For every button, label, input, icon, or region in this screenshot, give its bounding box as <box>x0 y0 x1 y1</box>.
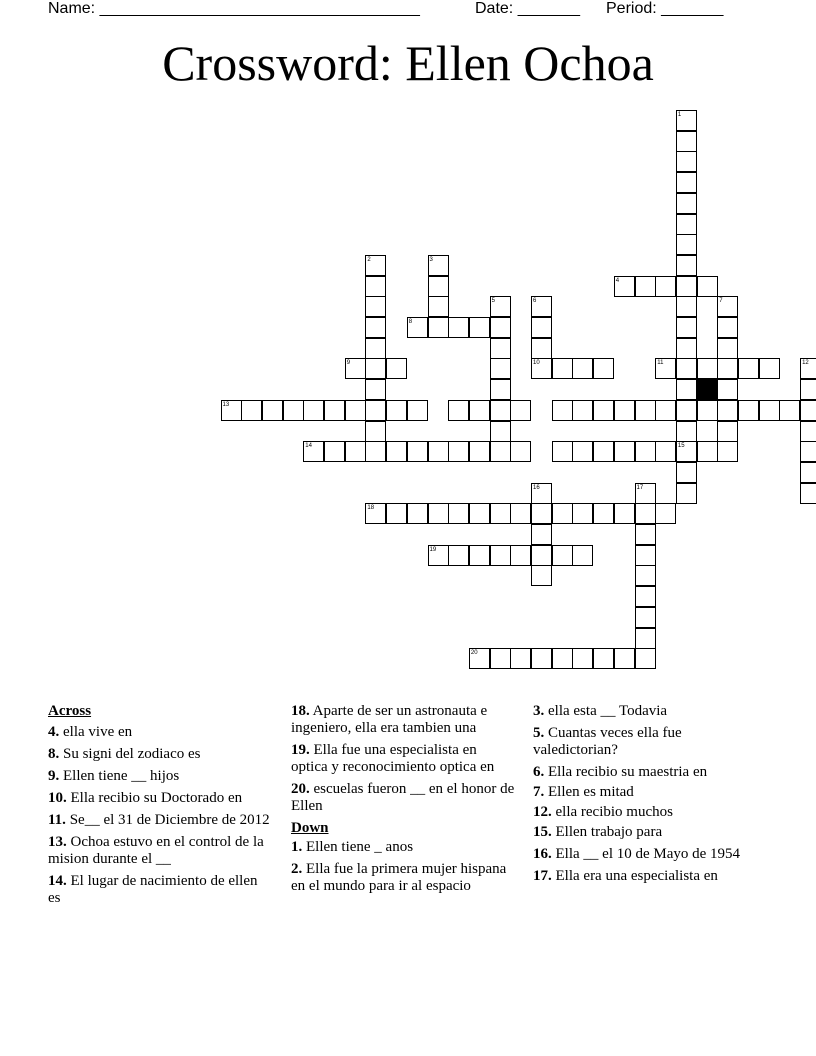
clue-number: 4 <box>615 277 620 284</box>
clue-number: 12 <box>802 360 809 367</box>
grid-cell[interactable] <box>676 214 697 235</box>
clue-number: 13 <box>222 401 230 408</box>
date-field[interactable]: Date: _______ <box>475 0 580 17</box>
grid-cell[interactable] <box>614 648 635 669</box>
grid-cell[interactable] <box>655 503 676 524</box>
grid-cell[interactable] <box>386 503 407 524</box>
clue-number: 14 <box>305 443 312 450</box>
grid-cell[interactable] <box>324 400 345 421</box>
grid-cell[interactable] <box>759 358 780 379</box>
grid-cell[interactable] <box>345 400 366 421</box>
grid-cell[interactable] <box>490 379 511 400</box>
grid-cell[interactable] <box>676 234 697 255</box>
grid-cell[interactable] <box>510 648 531 669</box>
grid-cell[interactable] <box>365 421 386 442</box>
down-heading: Down <box>291 820 329 836</box>
clue-down-1: 1. Ellen tiene _ anos <box>291 839 414 855</box>
grid-cell[interactable] <box>717 379 738 400</box>
clue-number: 6 <box>533 298 537 305</box>
grid-cell[interactable] <box>676 296 697 317</box>
clue-across-10: 10. Ella recibio su Doctorado en <box>48 790 243 806</box>
grid-cell[interactable] <box>800 441 816 462</box>
clue-down-7: 7. Ellen es mitad <box>533 784 634 800</box>
grid-cell[interactable] <box>614 441 635 462</box>
grid-cell[interactable] <box>676 255 697 276</box>
clues-column-1 <box>48 703 273 912</box>
grid-cell[interactable] <box>531 565 552 586</box>
clue-number: 10 <box>533 360 540 367</box>
grid-cell[interactable] <box>490 421 511 442</box>
grid-cell[interactable] <box>531 524 552 545</box>
grid-cell[interactable] <box>531 503 552 524</box>
grid-cell[interactable] <box>655 276 676 297</box>
grid-cell[interactable] <box>428 296 449 317</box>
grid-cell[interactable] <box>676 131 697 152</box>
grid-cell[interactable] <box>552 503 573 524</box>
clue-across-11: 11. Se__ el 31 de Diciembre de 2012 <box>48 812 270 828</box>
grid-cell[interactable] <box>635 607 656 628</box>
grid-cell[interactable] <box>469 545 490 566</box>
grid-cell[interactable] <box>428 276 449 297</box>
grid-cell[interactable] <box>635 648 656 669</box>
clue-number: 1 <box>677 112 682 118</box>
clue-down-6: 6. Ella recibio su maestria en <box>533 764 708 780</box>
clue-across-18: 18. Aparte de ser un astronauta e ingeniero, ella era tambien una <box>291 703 488 736</box>
clue-across-20: 20. escuelas fueron __ en el honor de Ellen <box>291 781 515 814</box>
grid-cell[interactable] <box>676 276 697 297</box>
clue-number: 19 <box>429 546 437 553</box>
grid-cell[interactable] <box>407 400 428 421</box>
clue-number: 9 <box>346 360 351 367</box>
grid-cell[interactable] <box>448 503 469 524</box>
clue-down-16: 16. Ella __ el 10 de Mayo de 1954 <box>533 846 741 862</box>
grid-cell[interactable] <box>635 441 656 462</box>
clue-down-17: 17. Ella era una especialista en <box>533 868 718 884</box>
grid-cell[interactable] <box>593 358 614 379</box>
grid-cell[interactable] <box>510 503 531 524</box>
grid-cell[interactable] <box>655 400 676 421</box>
grid-cell[interactable] <box>800 421 816 442</box>
grid-cell[interactable] <box>365 441 386 462</box>
clue-down-12: 12. ella recibio muchos <box>533 804 673 820</box>
grid-cell[interactable] <box>676 151 697 172</box>
grid-cell[interactable] <box>717 338 738 359</box>
grid-cell[interactable] <box>717 358 738 379</box>
grid-cell[interactable] <box>697 358 718 379</box>
clue-down-3: 3. ella esta __ Todavia <box>533 703 668 719</box>
clue-number: 11 <box>657 360 664 367</box>
clue-across-14: 14. El lugar de nacimiento de ellen es <box>48 873 258 906</box>
grid-cell[interactable] <box>407 503 428 524</box>
grid-cell[interactable] <box>345 441 366 462</box>
clue-number: 20 <box>470 650 478 657</box>
grid-cell[interactable] <box>593 400 614 421</box>
period-field[interactable]: Period: _______ <box>606 0 724 17</box>
grid-cell[interactable] <box>717 441 738 462</box>
grid-cell[interactable] <box>697 441 718 462</box>
grid-cell[interactable] <box>531 545 552 566</box>
grid-cell[interactable] <box>717 317 738 338</box>
grid-cell[interactable] <box>365 296 386 317</box>
grid-cell[interactable] <box>552 400 573 421</box>
grid-cell[interactable] <box>448 317 469 338</box>
grid-cell[interactable] <box>490 545 511 566</box>
grid-cell[interactable] <box>614 400 635 421</box>
grid-cell[interactable] <box>676 338 697 359</box>
grid-cell[interactable] <box>552 545 573 566</box>
grid-cell[interactable] <box>510 400 531 421</box>
grid-cell[interactable] <box>572 648 593 669</box>
grid-cell[interactable] <box>386 400 407 421</box>
grid-cell[interactable] <box>697 276 718 297</box>
grid-cell[interactable] <box>593 648 614 669</box>
clue-number: 16 <box>533 484 540 491</box>
grid-cell[interactable] <box>676 400 697 421</box>
grid-cell[interactable] <box>510 441 531 462</box>
grid-cell[interactable] <box>531 648 552 669</box>
grid-cell[interactable] <box>676 317 697 338</box>
grid-cell[interactable] <box>448 545 469 566</box>
clue-number: 18 <box>367 505 375 512</box>
grid-cell[interactable] <box>365 317 386 338</box>
grid-cell[interactable] <box>676 172 697 193</box>
grid-cell[interactable] <box>490 400 511 421</box>
grid-cell[interactable] <box>635 503 656 524</box>
clue-across-4: 4. ella vive en <box>48 724 133 740</box>
grid-cell[interactable] <box>490 338 511 359</box>
grid-cell[interactable] <box>324 441 345 462</box>
clues-column-2 <box>291 703 516 900</box>
clue-across-13: 13. Ochoa estuvo en el control de la mision durante el __ <box>48 834 264 867</box>
grid-cell[interactable] <box>717 400 738 421</box>
clue-number: 5 <box>491 298 495 305</box>
page-title: Crossword: Ellen Ochoa <box>162 35 654 91</box>
grid-cell[interactable] <box>510 545 531 566</box>
grid-cell[interactable] <box>365 338 386 359</box>
grid-cell[interactable] <box>469 317 490 338</box>
grid-cell[interactable] <box>800 483 816 504</box>
clue-number: 7 <box>719 298 723 305</box>
grid-cell[interactable] <box>593 503 614 524</box>
grid-cell[interactable] <box>428 503 449 524</box>
grid-cell[interactable] <box>635 586 656 607</box>
grid-cell[interactable] <box>490 317 511 338</box>
clues-column-3 <box>533 703 748 890</box>
grid-cell[interactable] <box>448 400 469 421</box>
grid-cell[interactable] <box>738 358 759 379</box>
grid-cell[interactable] <box>676 358 697 379</box>
grid-cell[interactable] <box>407 441 428 462</box>
clue-down-15: 15. Ellen trabajo para <box>533 824 663 840</box>
grid-cell[interactable] <box>572 503 593 524</box>
grid-cell[interactable] <box>759 400 780 421</box>
grid-cell[interactable] <box>490 648 511 669</box>
grid-cell[interactable] <box>635 545 656 566</box>
clue-number: 17 <box>636 484 644 491</box>
grid-cell[interactable] <box>303 400 324 421</box>
grid-cell[interactable] <box>365 400 386 421</box>
clue-number: 8 <box>408 319 413 325</box>
grid-cell[interactable] <box>800 400 816 421</box>
grid-cell[interactable] <box>572 400 593 421</box>
grid-cell[interactable] <box>800 462 816 483</box>
grid-cell[interactable] <box>676 379 697 400</box>
grid-cell[interactable] <box>428 441 449 462</box>
grid-cell[interactable] <box>572 441 593 462</box>
clue-down-5: 5. Cuantas veces ella fue valedictorian? <box>533 725 682 758</box>
clues-section <box>0 703 816 1003</box>
grid-cell[interactable] <box>738 400 759 421</box>
grid-cell[interactable] <box>469 503 490 524</box>
clue-number: 3 <box>429 256 433 263</box>
grid-cell[interactable] <box>572 358 593 379</box>
grid-cell[interactable] <box>365 358 386 379</box>
name-field[interactable]: Name: ____________________________________ <box>48 0 420 17</box>
grid-cell[interactable] <box>386 441 407 462</box>
grid-cell[interactable] <box>531 317 552 338</box>
grid-cell[interactable] <box>490 358 511 379</box>
grid-cell[interactable] <box>779 400 800 421</box>
grid-cell[interactable] <box>800 379 816 400</box>
grid-cell[interactable] <box>283 400 304 421</box>
grid-cell[interactable] <box>531 338 552 359</box>
grid-cell[interactable] <box>676 193 697 214</box>
grid-cell[interactable] <box>635 628 656 649</box>
clue-number: 15 <box>677 443 685 450</box>
grid-cell[interactable] <box>676 462 697 483</box>
clue-across-9: 9. Ellen tiene __ hijos <box>48 768 180 784</box>
grid-cell[interactable] <box>655 441 676 462</box>
grid-cell[interactable] <box>428 317 449 338</box>
grid-cell[interactable] <box>552 358 573 379</box>
grid-block <box>697 379 718 400</box>
grid-cell[interactable] <box>635 524 656 545</box>
across-heading: Across <box>48 703 92 719</box>
clue-across-8: 8. Su signi del zodiaco es <box>48 746 201 762</box>
grid-cell[interactable] <box>262 400 283 421</box>
grid-cell[interactable] <box>365 379 386 400</box>
grid-cell[interactable] <box>676 483 697 504</box>
grid-cell[interactable] <box>593 441 614 462</box>
grid-cell[interactable] <box>386 358 407 379</box>
grid-cell[interactable] <box>469 400 490 421</box>
grid-cell[interactable] <box>490 503 511 524</box>
clue-down-2: 2. Ella fue la primera mujer hispana en el mundo para ir al espacio <box>291 861 507 894</box>
grid-cell[interactable] <box>697 400 718 421</box>
grid-cell[interactable] <box>552 441 573 462</box>
grid-cell[interactable] <box>365 276 386 297</box>
grid-cell[interactable] <box>572 545 593 566</box>
grid-cell[interactable] <box>635 400 656 421</box>
clue-number: 2 <box>367 256 371 263</box>
grid-cell[interactable] <box>490 441 511 462</box>
grid-cell[interactable] <box>717 421 738 442</box>
grid-cell[interactable] <box>241 400 262 421</box>
grid-cell[interactable] <box>676 421 697 442</box>
grid-cell[interactable] <box>448 441 469 462</box>
clue-across-19: 19. Ella fue una especialista en optica y reconocimiento optica en <box>291 742 495 775</box>
grid-cell[interactable] <box>635 276 656 297</box>
grid-cell[interactable] <box>469 441 490 462</box>
grid-cell[interactable] <box>635 565 656 586</box>
grid-cell[interactable] <box>552 648 573 669</box>
grid-cell[interactable] <box>614 503 635 524</box>
